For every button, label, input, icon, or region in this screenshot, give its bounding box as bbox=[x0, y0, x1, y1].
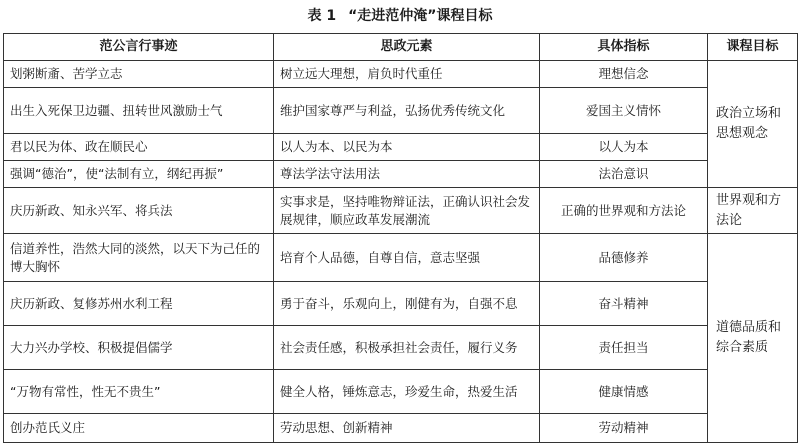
deed-cell: 强调“德治”，使“法制有立，纲纪再振” bbox=[4, 161, 274, 188]
table-row bbox=[4, 134, 798, 161]
goal-cell: 世界观和方法论 bbox=[708, 188, 798, 234]
element-cell: 以人为本、以民为本 bbox=[274, 134, 540, 161]
table-caption bbox=[0, 6, 800, 26]
goal-cell: 政治立场和思想观念 bbox=[708, 61, 798, 188]
element-cell: 实事求是，坚持唯物辩证法，正确认识社会发展规律，顺应政革发展潮流 bbox=[274, 188, 540, 234]
deed-cell: 庆历新政、知永兴军、将兵法 bbox=[4, 188, 274, 234]
header-goals: 课程目标 bbox=[708, 34, 798, 61]
table-row bbox=[4, 282, 798, 326]
indicator-cell: 以人为本 bbox=[540, 134, 708, 161]
element-cell: 培育个人品德，自尊自信，意志坚强 bbox=[274, 234, 540, 282]
deed-cell: 君以民为体、政在顺民心 bbox=[4, 134, 274, 161]
deed-cell: 大力兴办学校、积极提倡儒学 bbox=[4, 326, 274, 370]
deed-cell: 庆历新政、复修苏州水利工程 bbox=[4, 282, 274, 326]
table-row bbox=[4, 370, 798, 414]
deed-cell: 信道养性，浩然大同的淡然，以天下为己任的博大胸怀 bbox=[4, 234, 274, 282]
course-goals-table bbox=[3, 33, 798, 443]
indicator-cell: 责任担当 bbox=[540, 326, 708, 370]
element-cell: 健全人格，锤炼意志，珍爱生命，热爱生活 bbox=[274, 370, 540, 414]
indicator-cell: 爱国主义情怀 bbox=[540, 88, 708, 134]
table-row bbox=[4, 326, 798, 370]
indicator-cell: 奋斗精神 bbox=[540, 282, 708, 326]
deed-cell: 划粥断齑、苦学立志 bbox=[4, 61, 274, 88]
header-deeds: 范公言行事迹 bbox=[4, 34, 274, 61]
deed-cell: 创办范氏义庄 bbox=[4, 414, 274, 443]
header-elements: 思政元素 bbox=[274, 34, 540, 61]
indicator-cell: 理想信念 bbox=[540, 61, 708, 88]
deed-cell: “万物有常性，性无不贵生” bbox=[4, 370, 274, 414]
indicator-cell: 健康情感 bbox=[540, 370, 708, 414]
element-cell: 尊法学法守法用法 bbox=[274, 161, 540, 188]
table-row bbox=[4, 61, 798, 88]
header-indicators: 具体指标 bbox=[540, 34, 708, 61]
element-cell: 维护国家尊严与利益，弘扬优秀传统文化 bbox=[274, 88, 540, 134]
element-cell: 社会责任感，积极承担社会责任，履行义务 bbox=[274, 326, 540, 370]
indicator-cell: 品德修养 bbox=[540, 234, 708, 282]
element-cell: 树立远大理想，肩负时代重任 bbox=[274, 61, 540, 88]
deed-cell: 出生入死保卫边疆、扭转世风激励士气 bbox=[4, 88, 274, 134]
table-title: “走进范仲淹”课程目标 bbox=[348, 8, 493, 24]
table-header-row bbox=[4, 34, 798, 61]
element-cell: 勇于奋斗，乐观向上，刚健有为，自强不息 bbox=[274, 282, 540, 326]
table-row bbox=[4, 161, 798, 188]
goal-cell: 道德品质和综合素质 bbox=[708, 234, 798, 443]
table-row bbox=[4, 88, 798, 134]
indicator-cell: 法治意识 bbox=[540, 161, 708, 188]
table-row bbox=[4, 234, 798, 282]
indicator-cell: 劳动精神 bbox=[540, 414, 708, 443]
table-row bbox=[4, 414, 798, 443]
table-number: 表 1 bbox=[307, 8, 337, 24]
table-row bbox=[4, 188, 798, 234]
element-cell: 劳动思想、创新精神 bbox=[274, 414, 540, 443]
indicator-cell: 正确的世界观和方法论 bbox=[540, 188, 708, 234]
